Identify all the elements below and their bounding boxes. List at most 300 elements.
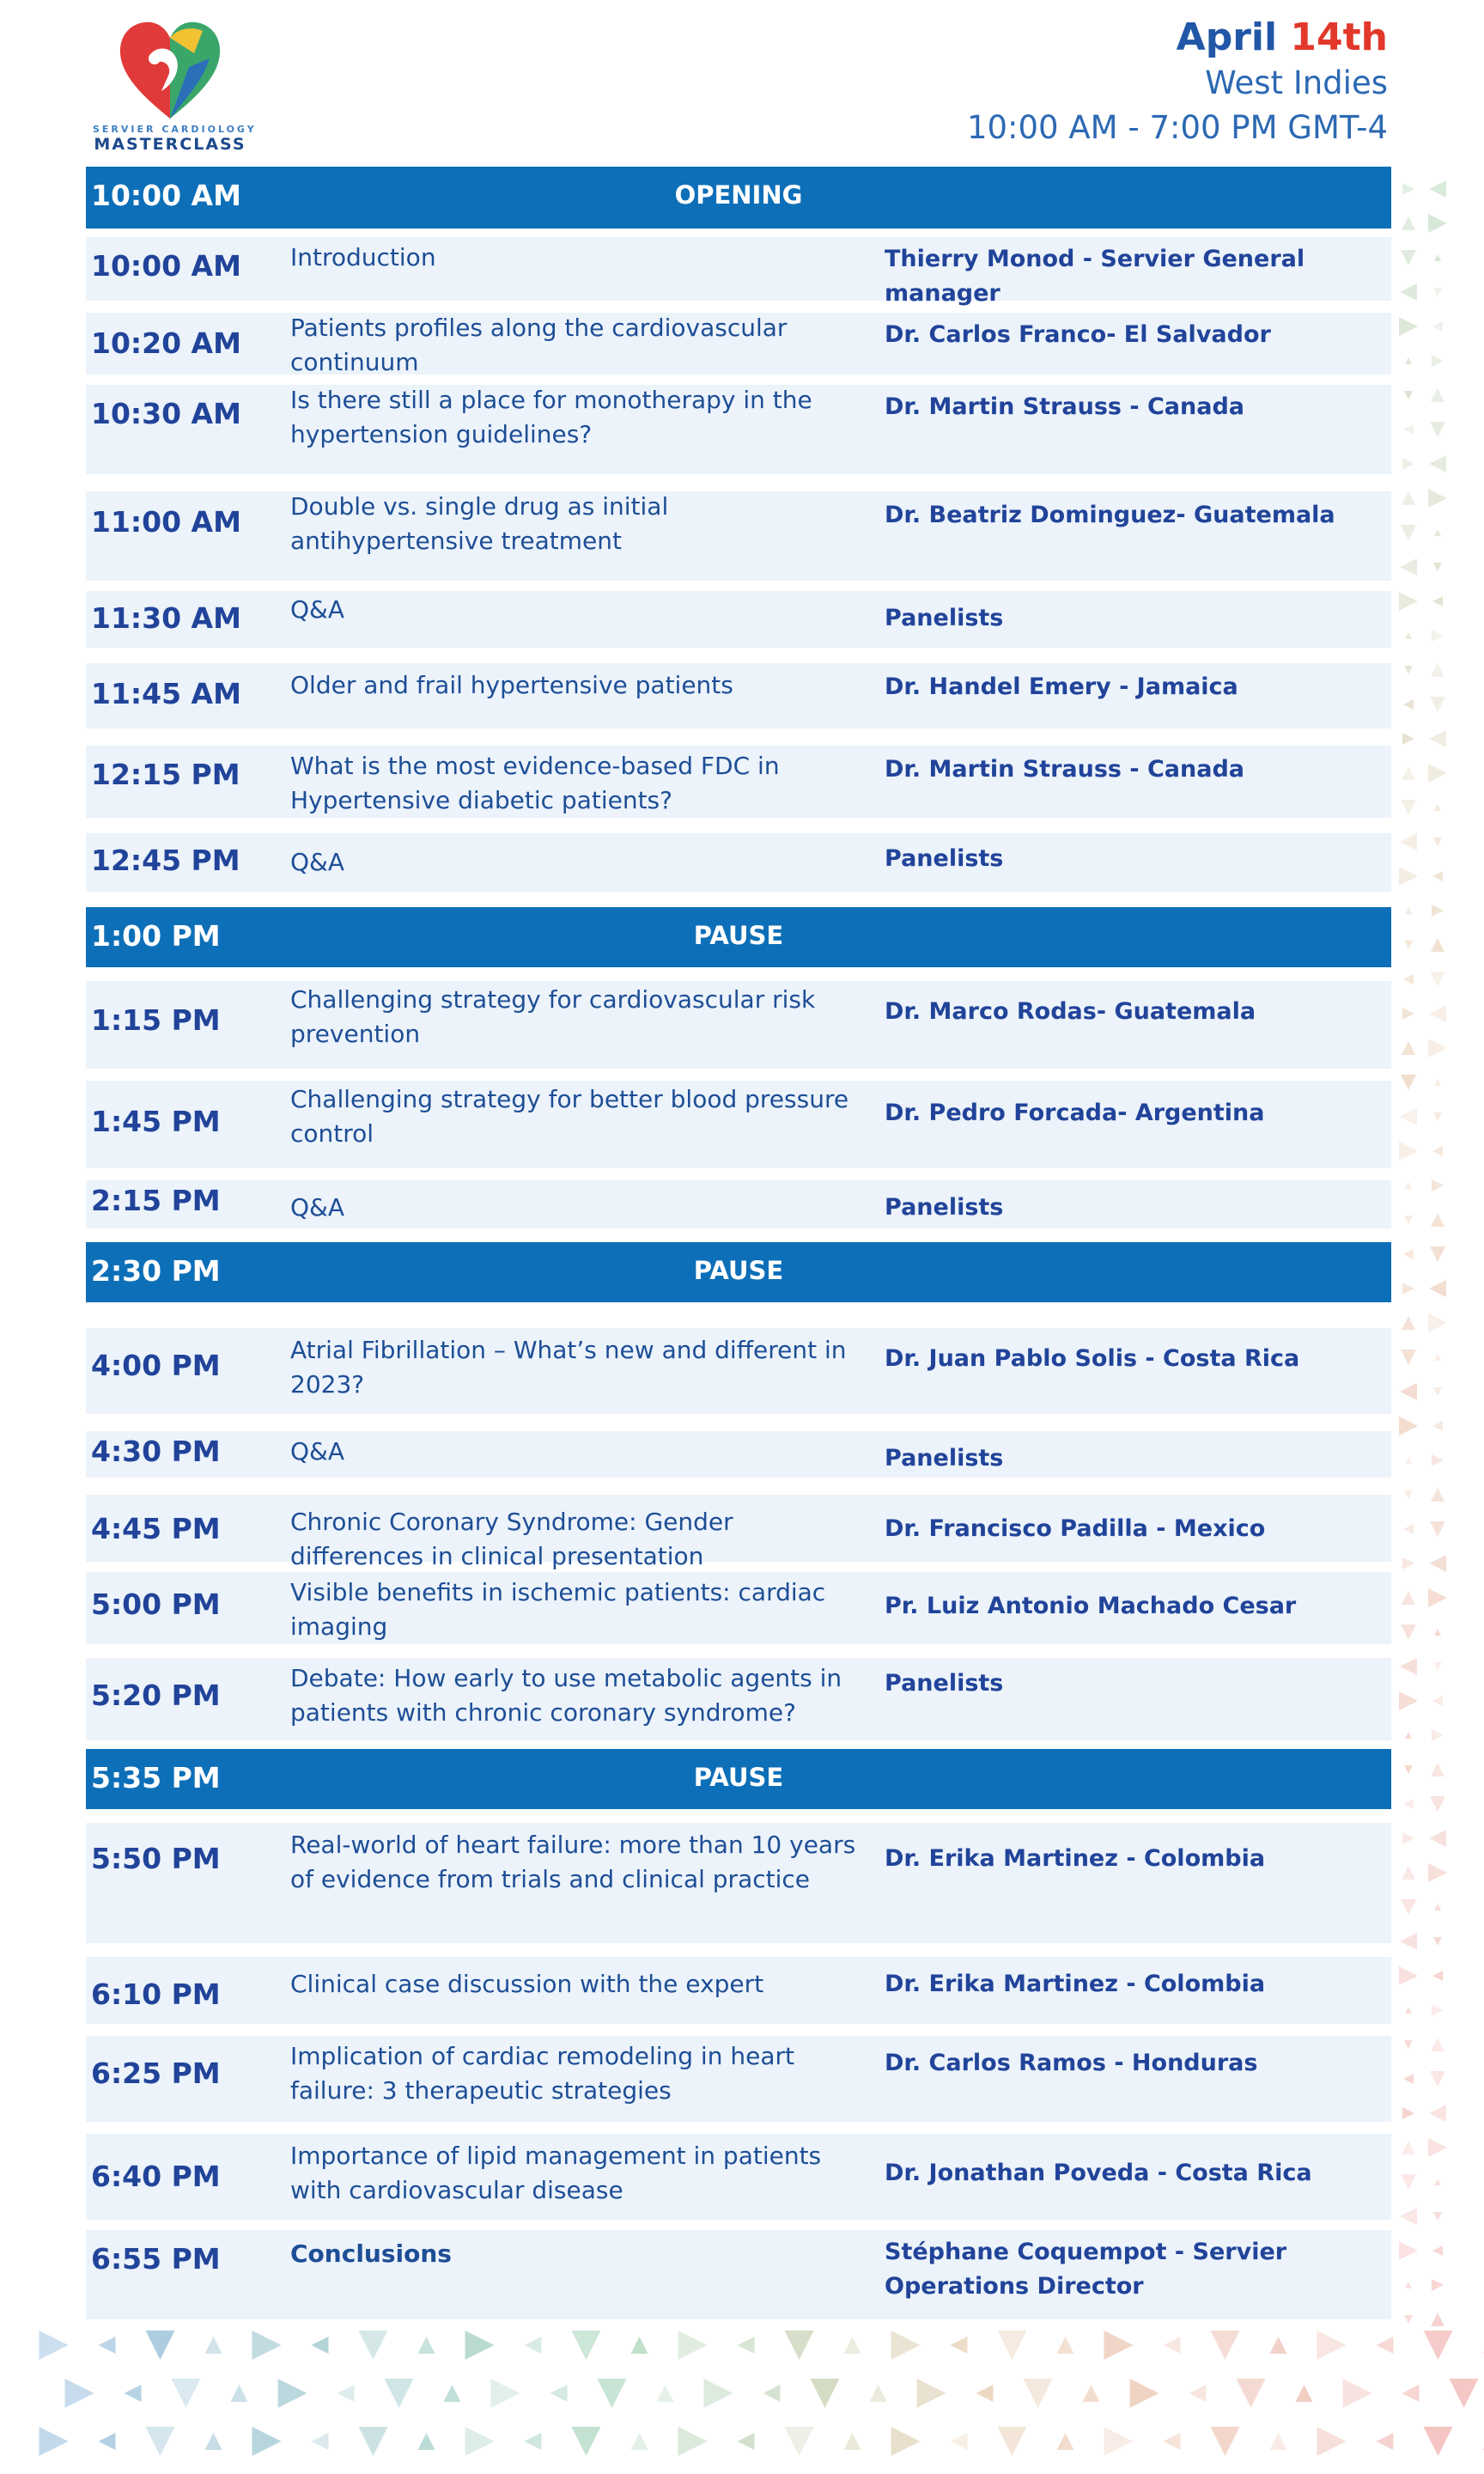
decorative-triangle — [1433, 1662, 1442, 1671]
session-time: 6:10 PM — [91, 1977, 221, 2011]
session-time: 4:45 PM — [91, 1512, 221, 1545]
decorative-triangle — [1402, 2385, 1420, 2402]
decorative-triangle — [1431, 938, 1444, 952]
agenda-row — [86, 1957, 1391, 2024]
decorative-triangle — [1402, 2141, 1415, 2154]
session-title: Is there still a place for monotherapy in the hypertension guidelines? — [290, 386, 812, 448]
decorative-triangle — [998, 2331, 1027, 2360]
decorative-triangle — [1404, 2315, 1413, 2324]
decorative-triangle — [1343, 2379, 1372, 2408]
session-speaker: Dr. Erika Martinez - Colombia — [885, 1845, 1266, 1872]
decorative-triangle — [1429, 1005, 1446, 1022]
session-speaker: Dr. Carlos Franco- El Salvador — [885, 321, 1271, 348]
decorative-triangle — [40, 2427, 69, 2456]
decorative-triangle — [1400, 2208, 1417, 2225]
agenda-row — [86, 2036, 1391, 2122]
decorative-triangle — [1400, 1108, 1417, 1125]
agenda-row — [86, 746, 1391, 818]
decorative-triangle — [1430, 1521, 1445, 1537]
decorative-triangle — [1377, 2433, 1394, 2450]
decorative-triangle — [1402, 458, 1414, 470]
decorative-triangle — [418, 2433, 435, 2450]
agenda-row — [86, 2230, 1391, 2319]
decorative-triangle — [525, 2433, 542, 2450]
event-date — [967, 15, 1388, 61]
decorative-triangle — [1400, 833, 1417, 850]
agenda-row — [86, 663, 1391, 728]
decorative-triangle — [205, 2337, 222, 2354]
decorative-triangle — [1429, 1830, 1446, 1847]
session-time: 2:15 PM — [91, 1184, 221, 1217]
section-header-row — [86, 907, 1391, 967]
decorative-triangle — [1399, 592, 1418, 611]
decorative-triangle — [1400, 558, 1417, 576]
decorative-triangle — [1402, 1832, 1414, 1844]
session-speaker: Stéphane Coquempot - Servier Operations Director — [885, 2239, 1287, 2300]
decorative-triangle — [976, 2385, 994, 2402]
masterclass-logo — [93, 19, 257, 158]
decorative-triangle — [631, 2433, 648, 2450]
session-time: 5:50 PM — [91, 1842, 221, 1875]
session-speaker: Pr. Luiz Antonio Machado Cesar — [885, 1593, 1297, 1619]
decorative-triangle — [1432, 2004, 1444, 2016]
decorative-triangle — [146, 2427, 175, 2456]
decorative-triangle — [917, 2379, 946, 2408]
decorative-triangle — [1432, 2245, 1443, 2256]
decorative-triangle — [1400, 283, 1417, 301]
decorative-triangle — [359, 2331, 388, 2360]
decorative-triangle — [278, 2379, 307, 2408]
decorative-triangle — [1402, 766, 1415, 780]
decorative-triangle — [1433, 1112, 1442, 1121]
agenda-row — [86, 1328, 1391, 1414]
session-title: Conclusions — [290, 2239, 452, 2268]
session-title: Visible benefits in ischemic patients: cardiac imaging — [290, 1578, 826, 1641]
decorative-triangle — [951, 2433, 968, 2450]
decorative-triangle — [738, 2337, 755, 2354]
session-title: Debate: How early to use metabolic agents in patients with chronic coronary syndrome? — [290, 1664, 842, 1727]
session-time: 10:20 AM — [91, 326, 241, 360]
decorative-triangle — [1237, 2379, 1266, 2408]
decorative-triangle — [1402, 1557, 1414, 1569]
session-speaker: Thierry Monod - Servier General manager — [885, 246, 1305, 307]
decorative-triangle — [678, 2331, 708, 2360]
decorative-triangle — [1405, 1457, 1412, 1464]
decorative-triangle — [1434, 1904, 1441, 1910]
decorative-triangle — [1430, 422, 1445, 437]
session-time: 6:25 PM — [91, 2057, 221, 2090]
session-speaker: Dr. Jonathan Poveda - Costa Rica — [885, 2160, 1312, 2186]
decorative-triangle — [1403, 699, 1414, 710]
session-speaker: Dr. Pedro Forcada- Argentina — [885, 1100, 1265, 1126]
session-speaker: Dr. Martin Strauss - Canada — [885, 756, 1245, 783]
decorative-triangle — [1401, 1350, 1416, 1365]
decorative-triangle — [465, 2331, 495, 2360]
decorative-triangle — [1432, 630, 1444, 642]
decorative-triangle — [738, 2433, 755, 2450]
decorative-triangle — [1434, 1079, 1441, 1086]
decorative-triangle — [1211, 2331, 1240, 2360]
session-title: Q&A — [290, 1437, 345, 1466]
session-speaker: Panelists — [885, 1670, 1004, 1697]
decorative-triangle — [1434, 1629, 1441, 1636]
event-month: April — [1176, 15, 1278, 59]
decorative-triangle — [1428, 1313, 1447, 1332]
decorative-triangle — [1402, 1008, 1414, 1020]
decorative-triangle — [1431, 2313, 1444, 2326]
decorative-triangle — [252, 2331, 282, 2360]
decorative-triangle — [1450, 2379, 1479, 2408]
decorative-triangle — [1083, 2385, 1100, 2402]
session-title: Importance of lipid management in patients with cardiovascular disease — [290, 2142, 822, 2204]
decorative-triangle — [1405, 357, 1412, 364]
agenda-row — [86, 1572, 1391, 1644]
session-speaker: Dr. Juan Pablo Solis - Costa Rica — [885, 1345, 1300, 1372]
decorative-triangle — [418, 2337, 435, 2354]
heart-logo-icon — [117, 19, 223, 120]
decorative-triangle — [1211, 2427, 1240, 2456]
session-title: Challenging strategy for better blood pressure control — [290, 1085, 849, 1148]
decorative-triangle — [1403, 1524, 1414, 1534]
session-time: 5:20 PM — [91, 1679, 221, 1712]
decorative-triangle — [1401, 2174, 1416, 2190]
decorative-triangle — [998, 2427, 1027, 2456]
decorative-triangle — [1432, 1179, 1444, 1191]
decorative-triangle — [1399, 867, 1418, 886]
decorative-triangle — [1428, 1588, 1447, 1607]
decorative-triangle — [1432, 871, 1443, 881]
decorative-triangle — [1424, 2427, 1453, 2456]
decorative-triangle — [252, 2427, 282, 2456]
decorative-triangle — [1164, 2433, 1181, 2450]
decorative-triangle — [844, 2433, 861, 2450]
agenda-row — [86, 491, 1391, 581]
decorative-triangle — [1377, 2337, 1394, 2354]
decorative-triangle — [1431, 388, 1444, 402]
session-speaker: Dr. Handel Emery - Jamaica — [885, 673, 1238, 700]
decorative-triangle — [231, 2385, 248, 2402]
event-region: West Indies — [1205, 64, 1388, 101]
decorative-triangle — [678, 2427, 708, 2456]
decorative-triangle — [1433, 1937, 1442, 1946]
decorative-triangle — [359, 2427, 388, 2456]
decorative-triangle — [1430, 2071, 1445, 2087]
decorative-triangle — [1404, 1765, 1413, 1774]
session-title: Atrial Fibrillation – What’s new and different in 2023? — [290, 1336, 847, 1398]
decorative-triangle — [1432, 2279, 1444, 2291]
decorative-triangle — [1402, 1316, 1415, 1330]
session-time: 1:15 PM — [91, 1003, 221, 1037]
decorative-triangle — [1402, 2107, 1414, 2119]
session-title: Introduction — [290, 243, 436, 271]
session-title: Clinical case discussion with the expert — [290, 1970, 764, 1998]
session-title: Older and frail hypertensive patients — [290, 671, 733, 699]
decorative-triangle — [1434, 1354, 1441, 1361]
agenda-row — [86, 2134, 1391, 2220]
decorative-triangle — [891, 2331, 921, 2360]
decorative-triangle — [951, 2337, 968, 2354]
session-title: Patients profiles along the cardiovascular continuum — [290, 314, 788, 376]
agenda-row — [86, 1431, 1391, 1478]
decorative-triangle — [844, 2337, 861, 2354]
decorative-triangle — [1431, 2038, 1444, 2051]
decorative-triangle — [1404, 666, 1413, 674]
session-time: 10:30 AM — [91, 397, 241, 430]
session-speaker: Dr. Marco Rodas- Guatemala — [885, 998, 1256, 1025]
decorative-triangle — [1401, 250, 1416, 265]
session-time: 2:30 PM — [91, 1254, 221, 1288]
decorative-triangle — [1296, 2385, 1313, 2402]
decorative-triangle — [1402, 216, 1415, 230]
decorative-triangle — [1430, 972, 1445, 987]
session-speaker: Dr. Francisco Padilla - Mexico — [885, 1515, 1266, 1542]
section-header-row — [86, 167, 1391, 229]
decorative-triangle — [1402, 1041, 1415, 1055]
decorative-triangle — [1057, 2433, 1074, 2450]
decorative-triangle — [1404, 391, 1413, 399]
session-speaker: Panelists — [885, 845, 1004, 872]
decorative-triangle — [1317, 2427, 1347, 2456]
decorative-triangle — [1401, 800, 1416, 815]
decorative-triangle — [1429, 2105, 1446, 2122]
session-time: 1:00 PM — [91, 919, 221, 953]
decorative-triangle — [1428, 2138, 1447, 2157]
decorative-triangle — [1399, 1417, 1418, 1435]
session-title: What is the most evidence-based FDC in Hypertensive diabetic patients? — [290, 752, 780, 814]
decorative-triangle — [1434, 529, 1441, 536]
decorative-triangle — [1433, 1387, 1442, 1396]
decorative-triangle — [763, 2385, 781, 2402]
decorative-triangle — [1402, 183, 1414, 195]
decorative-triangle — [65, 2379, 94, 2408]
session-speaker: Panelists — [885, 1445, 1004, 1472]
decorative-triangle — [1432, 1971, 1443, 1981]
decorative-triangle — [1401, 525, 1416, 540]
session-time: 5:35 PM — [91, 1761, 221, 1795]
agenda-row — [86, 385, 1391, 474]
decorative-triangle — [312, 2433, 329, 2450]
session-time: 4:00 PM — [91, 1349, 221, 1382]
agenda-row — [86, 833, 1391, 892]
agenda-row — [86, 591, 1391, 648]
decorative-triangle — [1401, 1075, 1416, 1090]
session-time: 10:00 AM — [91, 249, 241, 283]
decorative-triangle — [1403, 974, 1414, 984]
event-time-range: 10:00 AM - 7:00 PM GMT-4 — [966, 109, 1388, 147]
decorative-triangle — [1433, 838, 1442, 846]
decorative-triangle — [1402, 491, 1415, 505]
decorative-triangle — [1433, 288, 1442, 296]
session-time: 1:45 PM — [91, 1105, 221, 1138]
decorative-triangle — [1405, 2282, 1412, 2288]
decorative-triangle — [1428, 1039, 1447, 1057]
session-time: 6:55 PM — [91, 2242, 221, 2276]
decorative-triangle — [1057, 2337, 1074, 2354]
decorative-triangle — [1430, 697, 1445, 712]
decorative-triangle — [1428, 489, 1447, 508]
decorative-triangle — [1424, 2331, 1453, 2360]
decorative-triangle — [1399, 2241, 1418, 2260]
decorative-triangle — [1403, 1249, 1414, 1259]
decorative-triangle — [550, 2385, 568, 2402]
session-title: Challenging strategy for cardiovascular risk prevention — [290, 985, 816, 1048]
event-info — [967, 15, 1388, 148]
decorative-triangle — [491, 2379, 520, 2408]
decorative-triangle — [1405, 2007, 1412, 2014]
decorative-triangle — [1399, 1966, 1418, 1985]
decorative-triangle — [444, 2385, 461, 2402]
decorative-triangle — [1400, 1933, 1417, 1950]
decorative-triangle — [1432, 1729, 1444, 1741]
decorative-triangle — [1270, 2337, 1287, 2354]
session-time: 11:30 AM — [91, 601, 241, 635]
section-label: PAUSE — [693, 921, 784, 950]
decorative-triangle — [1429, 180, 1446, 198]
decorative-triangle — [1104, 2331, 1134, 2360]
decorative-triangle — [1431, 1488, 1444, 1502]
logo-text-servier-cardiology: SERVIER CARDIOLOGY — [93, 124, 257, 135]
session-time: 11:00 AM — [91, 505, 241, 539]
decorative-triangle — [1428, 764, 1447, 783]
decorative-triangle — [1405, 907, 1412, 914]
event-day: 14th — [1290, 15, 1388, 59]
decorative-triangle — [704, 2379, 733, 2408]
session-title: Q&A — [290, 848, 345, 876]
decorative-triangle — [1431, 1763, 1444, 1776]
decorative-triangle — [811, 2379, 840, 2408]
decorative-triangle — [1403, 1799, 1414, 1809]
decorative-triangle — [598, 2379, 627, 2408]
decorative-triangle — [1164, 2337, 1181, 2354]
decorative-triangle — [338, 2385, 355, 2402]
decorative-triangle — [1404, 941, 1413, 949]
decorative-triangle — [1432, 1696, 1443, 1706]
decorative-triangle — [125, 2385, 142, 2402]
session-time: 6:40 PM — [91, 2160, 221, 2193]
session-time: 12:45 PM — [91, 844, 240, 877]
decorative-triangle — [572, 2427, 601, 2456]
decorative-triangle — [1432, 1146, 1443, 1156]
decorative-triangle — [1431, 663, 1444, 677]
decorative-triangle — [1402, 1283, 1414, 1295]
decorative-triangle — [1402, 733, 1414, 745]
decorative-triangle — [1404, 2040, 1413, 2049]
session-time: 4:30 PM — [91, 1435, 221, 1468]
session-time: 10:00 AM — [91, 179, 241, 212]
section-label: PAUSE — [693, 1256, 784, 1285]
decorative-triangle — [525, 2337, 542, 2354]
decorative-triangle — [1405, 1732, 1412, 1739]
decorative-triangle — [465, 2427, 495, 2456]
session-time: 11:45 AM — [91, 677, 241, 710]
decorative-triangle — [1433, 563, 1442, 571]
decorative-triangle — [1432, 1454, 1444, 1466]
logo-text-masterclass: MASTERCLASS — [94, 135, 246, 154]
section-header-row — [86, 1242, 1391, 1302]
decorative-triangle — [1399, 1142, 1418, 1161]
decorative-triangle — [1434, 804, 1441, 811]
session-speaker: Panelists — [885, 605, 1004, 631]
decorative-triangle — [1434, 2178, 1441, 2185]
decorative-triangle — [1429, 730, 1446, 747]
decorative-triangle — [146, 2331, 175, 2360]
decorative-triangle — [1405, 1182, 1412, 1189]
session-time: 12:15 PM — [91, 758, 240, 791]
decorative-triangle — [99, 2433, 116, 2450]
session-speaker: Dr. Martin Strauss - Canada — [885, 393, 1245, 420]
section-label: OPENING — [674, 180, 803, 210]
decorative-triangle — [1401, 1624, 1416, 1640]
decorative-triangle — [1399, 317, 1418, 336]
decorative-triangle — [891, 2427, 921, 2456]
agenda-row — [86, 1495, 1391, 1570]
decorative-triangle — [1403, 424, 1414, 435]
session-speaker: Dr. Erika Martinez - Colombia — [885, 1971, 1266, 1997]
decorative-triangle — [1270, 2433, 1287, 2450]
session-title: Q&A — [290, 595, 345, 624]
decorative-triangle — [1189, 2385, 1207, 2402]
decorative-triangle — [1429, 1280, 1446, 1297]
decorative-triangle — [1428, 214, 1447, 233]
agenda-row — [86, 313, 1391, 375]
decorative-triangle — [1402, 1591, 1415, 1605]
decorative-triangle — [1405, 632, 1412, 639]
decorative-triangle — [870, 2385, 887, 2402]
session-title: Chronic Coronary Syndrome: Gender differences in clinical presentation — [290, 1508, 733, 1570]
session-speaker: Dr. Beatriz Dominguez- Guatemala — [885, 502, 1335, 528]
agenda-row — [86, 1180, 1391, 1228]
agenda-row — [86, 1081, 1391, 1168]
decorative-triangle — [1429, 1555, 1446, 1572]
decorative-triangle — [631, 2337, 648, 2354]
decorative-triangle — [1431, 1213, 1444, 1227]
session-title: Implication of cardiac remodeling in heart failure: 3 therapeutic strategies — [290, 2042, 794, 2105]
decorative-triangle — [1429, 455, 1446, 472]
session-time: 5:00 PM — [91, 1587, 221, 1621]
decorative-triangle — [1402, 1866, 1415, 1880]
decorative-triangle — [40, 2331, 69, 2360]
decorative-triangle — [1317, 2331, 1347, 2360]
decorative-triangle — [1432, 905, 1444, 917]
agenda-row — [86, 1823, 1391, 1943]
section-header-row — [86, 1749, 1391, 1809]
agenda-row — [86, 237, 1391, 307]
decorative-triangle — [99, 2337, 116, 2354]
decorative-triangle — [312, 2337, 329, 2354]
decorative-triangle — [572, 2331, 601, 2360]
decorative-triangle — [1400, 1383, 1417, 1400]
agenda-row — [86, 981, 1391, 1069]
decorative-triangle — [1130, 2379, 1159, 2408]
decorative-triangle — [1430, 1796, 1445, 1812]
decorative-triangle — [1403, 2074, 1414, 2084]
agenda-row — [86, 1658, 1391, 1740]
decorative-triangle — [785, 2331, 814, 2360]
decorative-triangle — [1428, 1863, 1447, 1882]
decorative-triangle — [1433, 2212, 1442, 2221]
decorative-triangle — [1434, 254, 1441, 261]
decorative-triangle — [1404, 1490, 1413, 1499]
session-title: Real-world of heart failure: more than 10 years of evidence from trials and clinical practice — [290, 1831, 856, 1893]
decorative-triangle — [385, 2379, 414, 2408]
decorative-triangle — [1024, 2379, 1053, 2408]
session-title: Q&A — [290, 1193, 345, 1222]
decorative-triangle — [1432, 1421, 1443, 1431]
decorative-triangle — [1404, 1216, 1413, 1224]
decorative-triangle — [785, 2427, 814, 2456]
decorative-triangle — [1399, 1691, 1418, 1710]
decorative-triangle — [1432, 355, 1444, 367]
